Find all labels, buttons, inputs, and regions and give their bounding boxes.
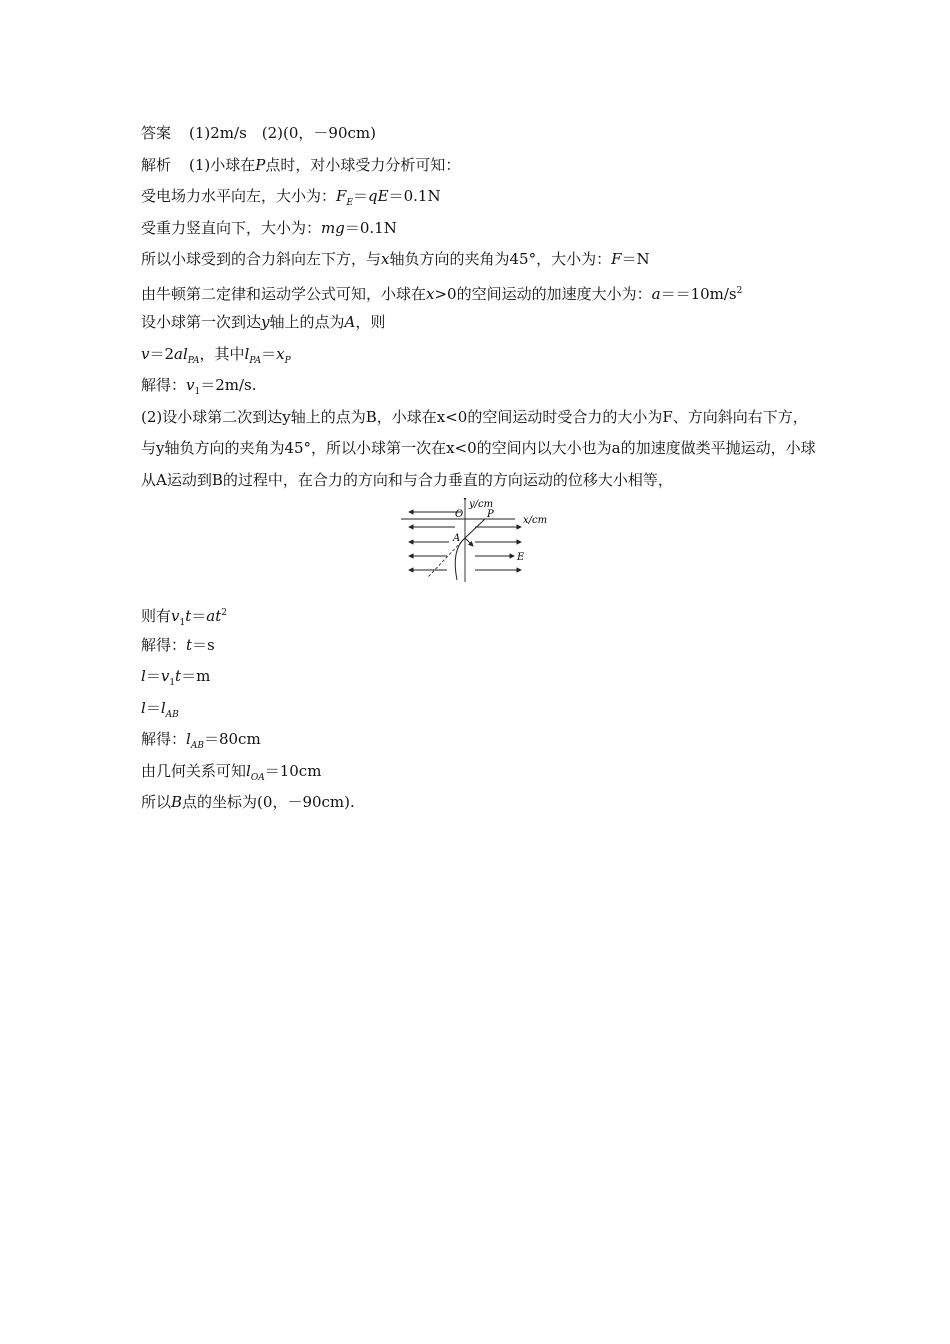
text: ＝: [145, 667, 161, 685]
var-y: y: [261, 313, 270, 331]
text: ＝: [261, 344, 277, 363]
text: ，则: [355, 313, 386, 331]
var-l: l: [246, 761, 251, 780]
answer-line: [141, 118, 817, 150]
point-p-label: P: [487, 509, 494, 520]
var-l: l: [141, 667, 146, 685]
var-l: l: [160, 698, 166, 717]
solution-content: [141, 118, 817, 819]
velocity-arrow: [465, 538, 473, 546]
sub-p: P: [284, 355, 291, 366]
analysis-line-4: [141, 244, 817, 276]
text: >0的空间运动的加速度大小为：: [434, 284, 652, 303]
sub-oa: OA: [250, 772, 265, 783]
var-a-point: A: [344, 313, 356, 331]
text: 解得：: [141, 376, 187, 394]
text: (1)小球在: [189, 155, 256, 174]
text: 解得：: [141, 635, 187, 654]
text: ＝s: [192, 635, 215, 654]
text: 点时，对小球受力分析可知：: [265, 155, 461, 174]
text: 解得：: [141, 730, 187, 748]
text: ＝: [145, 698, 161, 717]
var-v: v: [160, 667, 170, 685]
var-al: al: [174, 344, 188, 363]
answer-text: (1)2m/s (2)(0，－90cm): [189, 124, 376, 142]
x-axis-label: x/cm: [523, 515, 548, 526]
trajectory-curve: [455, 538, 465, 580]
sub-e: E: [346, 198, 354, 208]
text: 设小球第一次到达: [141, 313, 262, 331]
sub-1: 1: [179, 618, 186, 628]
text: 所以: [141, 793, 172, 811]
var-b-point: B: [171, 793, 183, 811]
text: ＝0.1N: [388, 187, 441, 205]
text: ＝: [191, 607, 207, 625]
field-e-label: E: [517, 552, 525, 563]
analysis-line-2: [141, 181, 817, 213]
sup-2: 2: [221, 608, 227, 618]
text: 受电场力水平向左，大小为：: [141, 187, 337, 205]
text: ＝2: [149, 344, 175, 363]
field-diagram-svg: [399, 498, 559, 588]
text: 点的坐标为(0，－90cm).: [182, 793, 355, 811]
field-diagram: [141, 498, 817, 593]
var-l: l: [186, 730, 191, 748]
text: 受重力竖直向下，大小为：: [141, 218, 322, 237]
text: ＝＝10m/s: [660, 284, 737, 303]
text: 轴负方向的夹角为45°，大小为：: [389, 250, 612, 268]
sub-pa: PA: [249, 355, 262, 366]
sub-pa: PA: [187, 355, 200, 366]
origin-label: O: [455, 509, 464, 520]
analysis-line-7: [141, 339, 817, 371]
text: ＝80cm: [203, 730, 261, 748]
var-x: x: [381, 250, 390, 268]
sub-1: 1: [169, 678, 176, 688]
sub-ab: AB: [190, 741, 204, 751]
answer-label: 答案: [141, 124, 172, 142]
analysis-label: 解析: [141, 155, 172, 174]
var-a: a: [651, 284, 661, 303]
var-qe: qE: [368, 187, 389, 205]
text: ＝2m/s.: [200, 376, 257, 394]
analysis-line-13: [141, 724, 817, 756]
analysis-line-1: [141, 150, 817, 182]
text: 所以小球受到的合力斜向左下方，与: [141, 250, 382, 268]
text: ＝N: [621, 250, 650, 268]
var-v: v: [186, 376, 195, 394]
var-l: l: [141, 698, 146, 717]
part2-paragraph: (2)设小球第二次到达y轴上的点为B，小球在x<0的空间运动时受合力的大小为F、方向斜向右下方，与y轴负方向的夹角为45°，所以小球第一次在x<0的空间内以大小也为a的加速度做类平抛运动，小球从A运动到B的过程中，在合力的方向和与合力垂直的方向运动的位移大小相等，: [141, 407, 816, 489]
var-v: v: [141, 344, 150, 363]
var-t: t: [186, 635, 193, 654]
var-p: P: [255, 155, 266, 174]
var-l: l: [244, 344, 250, 363]
point-a-label: A: [453, 533, 461, 544]
analysis-line-8: [141, 370, 817, 402]
text: ，其中: [199, 344, 245, 363]
var-x: x: [276, 344, 285, 363]
analysis-line-11: [141, 661, 817, 693]
analysis-line-10: [141, 630, 817, 662]
dashed-force-line: [427, 538, 465, 578]
var-at: at: [206, 607, 222, 625]
text: 则有: [141, 607, 172, 625]
var-f: F: [611, 250, 622, 268]
text: ＝: [353, 187, 369, 205]
analysis-line-12: [141, 693, 817, 725]
analysis-line-5: [141, 276, 817, 308]
sub-1: 1: [194, 387, 201, 397]
analysis-line-14: [141, 756, 817, 788]
text: 轴上的点为: [269, 313, 345, 331]
var-x: x: [426, 284, 435, 303]
var-v: v: [171, 607, 180, 625]
sub-ab: AB: [165, 709, 179, 720]
text: ＝m: [181, 667, 211, 685]
var-f: F: [336, 187, 347, 205]
analysis-line-15: [141, 787, 817, 819]
var-t: t: [185, 607, 192, 625]
text: 由牛顿第二定律和运动学公式可知，小球在: [141, 284, 427, 303]
analysis-line-9: [141, 598, 817, 630]
var-t: t: [175, 667, 182, 685]
text: ＝0.1N: [344, 218, 397, 237]
right-field-lines: [475, 527, 521, 570]
trajectory-pa: [465, 519, 485, 538]
sup-2: 2: [736, 285, 743, 296]
y-axis-label: y/cm: [469, 499, 494, 510]
analysis-line-6: [141, 307, 817, 339]
analysis-line-3: [141, 213, 817, 245]
text: ＝10cm: [264, 761, 322, 780]
var-mg: mg: [321, 218, 345, 237]
text: 由几何关系可知: [141, 761, 247, 780]
